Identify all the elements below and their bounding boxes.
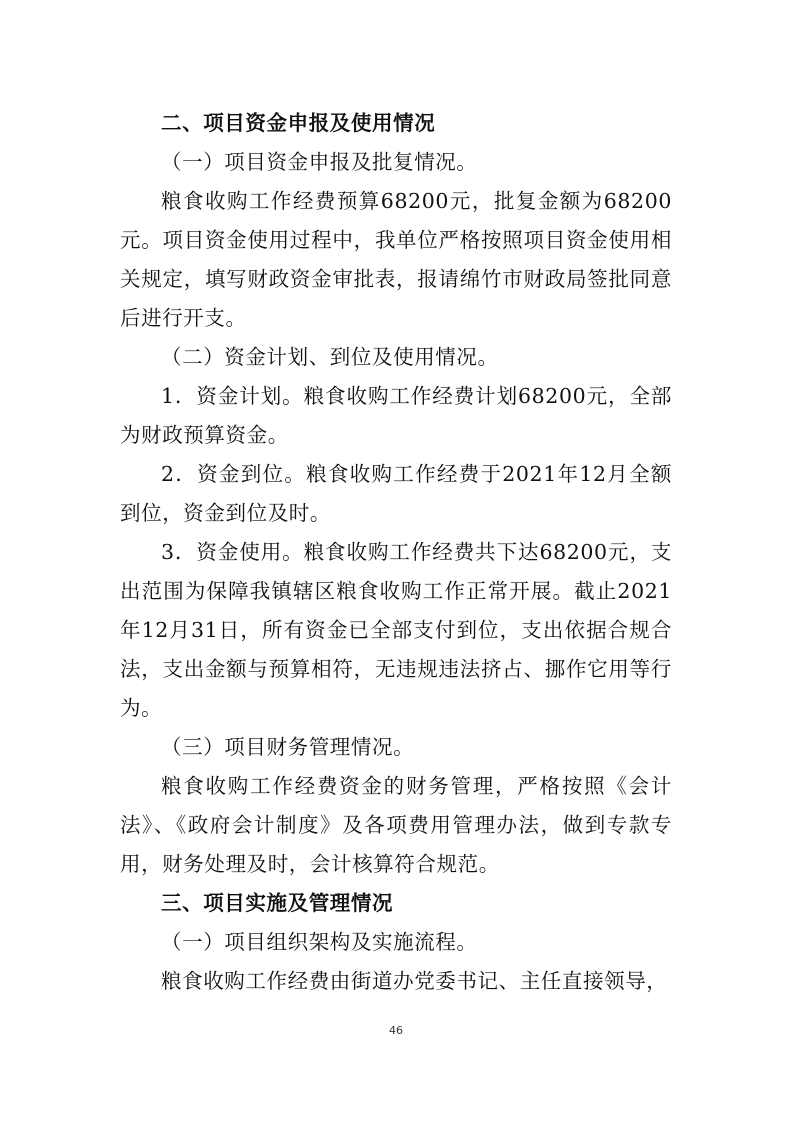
body-paragraph: 2．资金到位。粮食收购工作经费于2021年12月全额到位，资金到位及时。 [120,462,672,525]
body-paragraph: 粮食收购工作经费资金的财务管理，严格按照《会计法》、《政府会计制度》及各项费用管理办法，做到专款专用，财务处理及时，会计核算符合规范。 [120,774,672,876]
page-number: 46 [389,1024,403,1037]
section-heading: 三、项目实施及管理情况 [161,891,394,915]
body-paragraph: 3．资金使用。粮食收购工作经费共下达68200元，支出范围为保障我镇辖区粮食收购工作正常开展。截止2021年12月31日，所有资金已全部支付到位，支出依据合规合法，支出金额与预算相符，无违规违法挤占、挪作它用等行为。 [120,540,672,720]
subsection-heading: （一）项目组织架构及实施流程。 [161,930,478,954]
body-paragraph: 粮食收购工作经费由街道办党委书记、主任直接领导， [161,969,668,993]
section-heading: 二、项目资金申报及使用情况 [161,111,436,135]
document-body [120,104,672,1001]
subsection-heading: （一）项目资金申报及批复情况。 [161,150,478,174]
body-paragraph: 1．资金计划。粮食收购工作经费计划68200元，全部为财政预算资金。 [120,384,672,447]
subsection-heading: （三）项目财务管理情况。 [161,735,415,759]
body-paragraph: 粮食收购工作经费预算68200元，批复金额为68200元。项目资金使用过程中，我单位严格按照项目资金使用相关规定，填写财政资金审批表，报请绵竹市财政局签批同意后进行开支。 [120,189,672,330]
subsection-heading: （二）资金计划、到位及使用情况。 [161,345,499,369]
